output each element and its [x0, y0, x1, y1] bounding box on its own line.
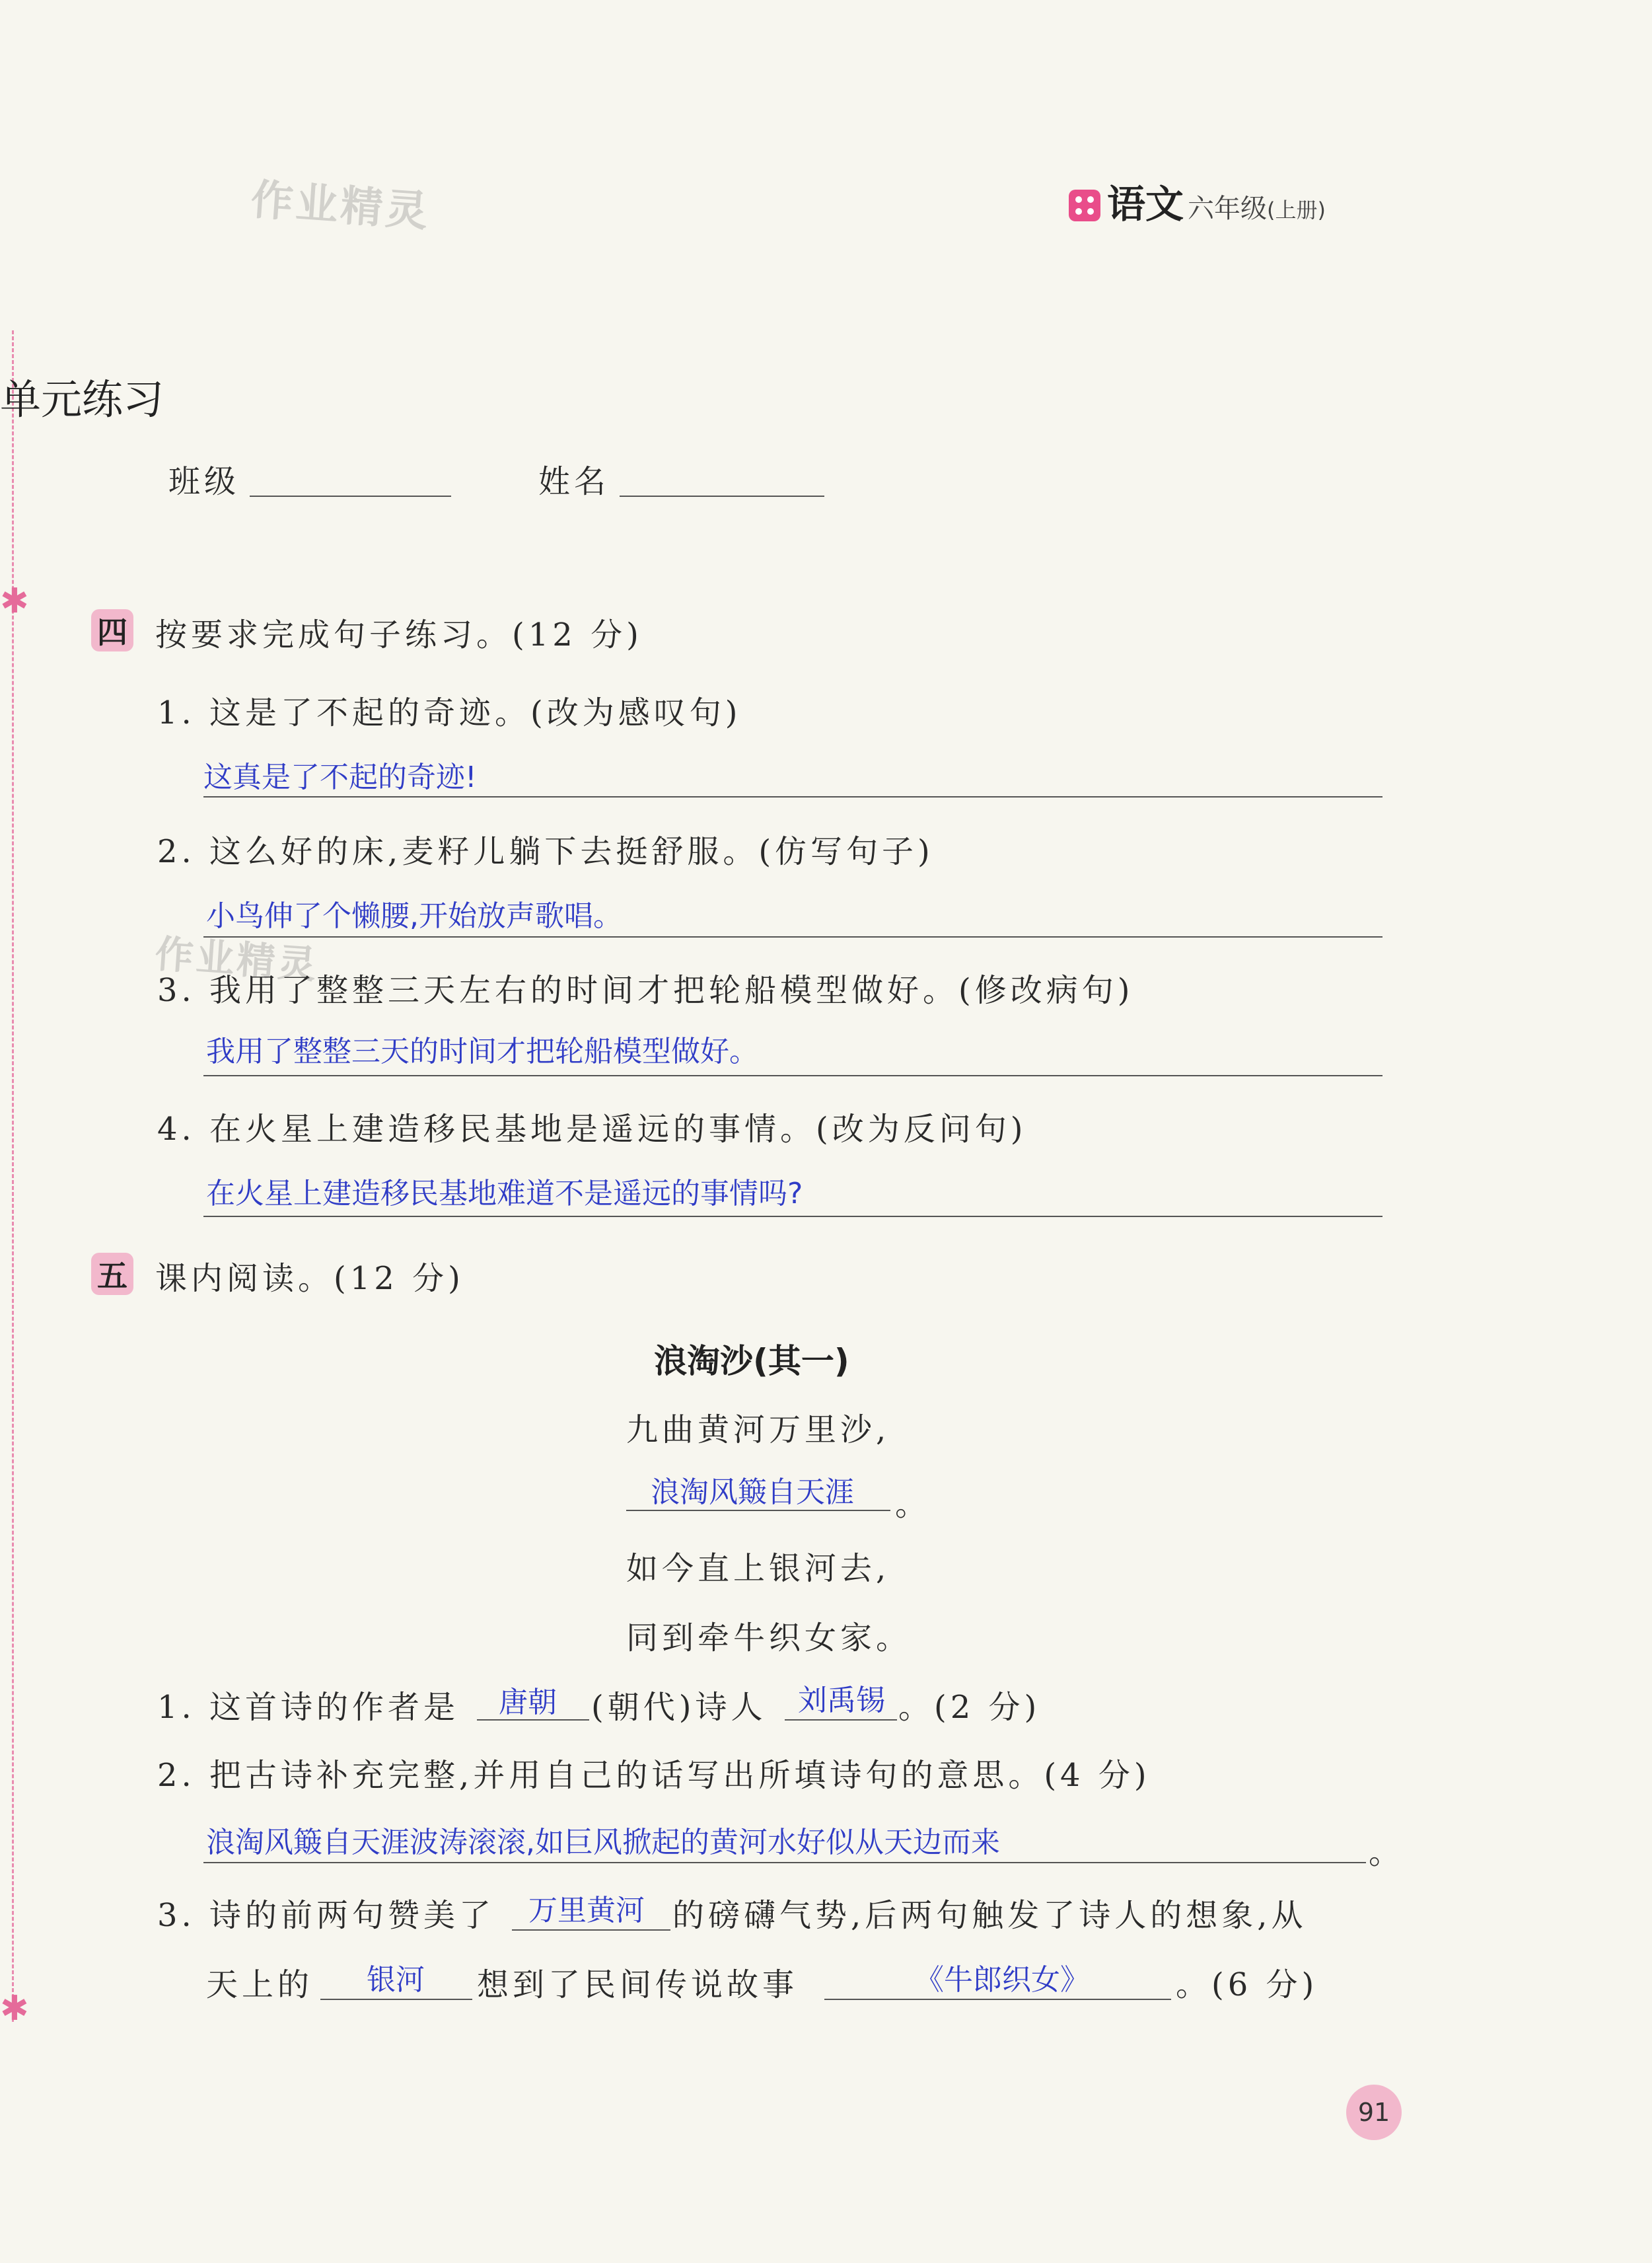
part5-title: 课内阅读。(12 分) [155, 1260, 464, 1297]
watermark: 作业精灵 [153, 931, 320, 988]
header-brand [1069, 173, 1326, 229]
question-2: 2. 这么好的床,麦籽儿躺下去挺舒服。(仿写句子) [157, 833, 934, 870]
q3-text-a: 3. 诗的前两句赞美了 [157, 1897, 495, 1934]
q1-answer-dynasty: 唐朝 [499, 1686, 557, 1719]
star-icon: ✱ [0, 1989, 29, 2028]
answer-line [203, 1216, 1383, 1217]
poem-line-4: 同到牵牛织女家。 [626, 1619, 912, 1656]
name-field[interactable] [620, 496, 824, 497]
class-label: 班级 [168, 463, 240, 500]
part4-title: 按要求完成句子练习。(12 分) [155, 616, 643, 653]
dice-icon [1069, 190, 1100, 221]
q1-answer-poet: 刘禹锡 [798, 1684, 885, 1717]
answer-line [203, 1075, 1383, 1076]
answer-4: 在火星上建造移民基地难道不是遥远的事情吗? [206, 1177, 803, 1210]
poem-line-3: 如今直上银河去, [626, 1550, 890, 1587]
q3-text-c: 天上的 [206, 1966, 314, 2003]
question-3: 3. 我用了整整三天左右的时间才把轮船模型做好。(修改病句) [157, 972, 1134, 1009]
q2-answer: 浪淘风簸自天涯波涛滚滚,如巨风掀起的黄河水好似从天边而来 [206, 1826, 1000, 1859]
answer-line [203, 936, 1383, 938]
answer-3: 我用了整整三天的时间才把轮船模型做好。 [206, 1035, 758, 1068]
watermark: 作业精灵 [249, 175, 432, 237]
name-label: 姓名 [538, 463, 610, 500]
class-field[interactable] [250, 496, 451, 497]
q3-answer-1: 万里黄河 [528, 1894, 645, 1927]
question-4: 4. 在火星上建造移民基地是遥远的事情。(改为反问句) [157, 1111, 1027, 1148]
answer-1: 这真是了不起的奇迹! [203, 761, 477, 794]
poem-title: 浪淘沙(其一) [654, 1342, 849, 1380]
poem-line-1: 九曲黄河万里沙, [626, 1411, 890, 1448]
q3-answer-3: 《牛郎织女》 [915, 1963, 1089, 1997]
poem-blank-line [626, 1510, 890, 1511]
poem-line-2-answer: 浪淘风簸自天涯 [651, 1475, 854, 1509]
volume-label: (上册) [1267, 198, 1326, 223]
q3-blank-line [824, 1999, 1171, 2000]
grade-label: 六年级 [1188, 194, 1268, 224]
question-1: 1. 这是了不起的奇迹。(改为感叹句) [157, 694, 742, 731]
star-icon: ✱ [0, 581, 29, 621]
answer-line [203, 796, 1383, 798]
section-badge: 四 [91, 609, 133, 651]
answer-2: 小鸟伸了个懒腰,开始放声歌唱。 [206, 899, 622, 933]
q3-text-e: 。(6 分) [1176, 1966, 1318, 2003]
q3-answer-2: 银河 [367, 1963, 425, 1997]
q3-text-d: 想到了民间传说故事 [477, 1966, 799, 2003]
q1-text-b: (朝代)诗人 [591, 1689, 767, 1726]
q2-text: 2. 把古诗补充完整,并用自己的话写出所填诗句的意思。(4 分) [157, 1757, 1151, 1794]
page-number: 91 [1346, 2085, 1402, 2140]
q1-blank-line [785, 1719, 897, 1721]
q1-text-c: 。(2 分) [898, 1689, 1041, 1726]
section-title: 单元练习 [0, 375, 164, 424]
q3-blank-line [320, 1999, 472, 2000]
q3-text-b: 的磅礴气势,后两句触发了诗人的想象,从 [672, 1897, 1307, 1934]
q1-blank-line [477, 1719, 589, 1721]
subject-label: 语文 [1107, 182, 1184, 227]
q3-blank-line [512, 1929, 670, 1931]
poem-line-2-end: 。 [895, 1486, 931, 1523]
q2-end: 。 [1369, 1834, 1405, 1871]
q2-blank-line [203, 1862, 1366, 1863]
q1-text-a: 1. 这首诗的作者是 [157, 1689, 460, 1726]
section-badge: 五 [91, 1253, 133, 1295]
